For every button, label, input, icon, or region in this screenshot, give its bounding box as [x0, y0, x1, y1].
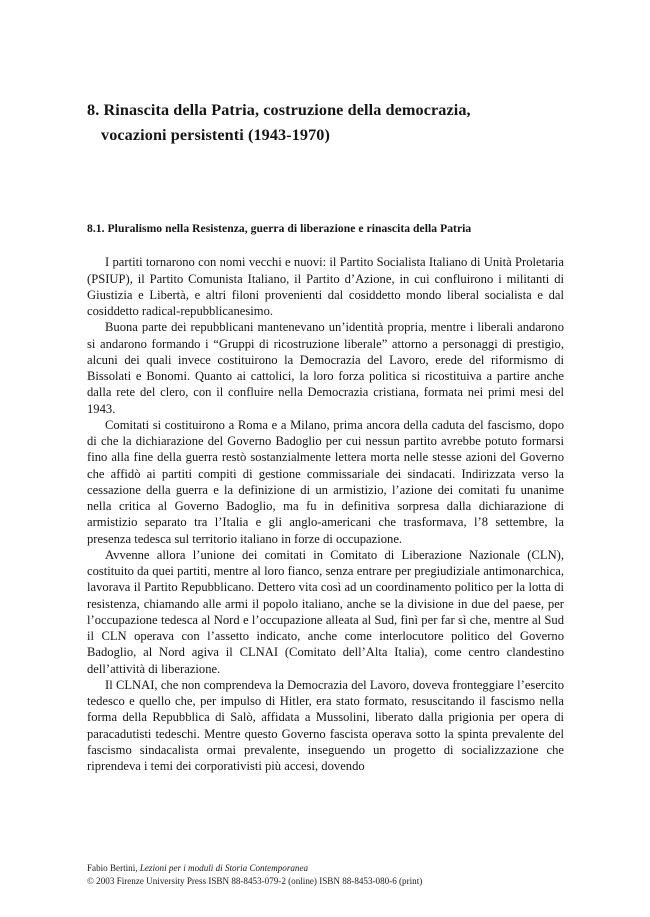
section-heading: 8.1. Pluralismo nella Resistenza, guerra di liberazione e rinascita della Patria: [87, 222, 472, 236]
paragraph: I partiti tornarono con nomi vecchi e nuovi: il Partito Socialista Italiano di Unità Proletaria (PSIUP), il Partito Comunista Italiano, il Partito d’Azione, in cui confluirono i militanti di Giustizia e Libertà, e altri filoni provenienti dal cosiddetto mondo liberal socialista e dal cosiddetto radical-repubblicanesimo.: [87, 255, 564, 319]
footer-attribution-line: [87, 862, 587, 875]
paragraph: Buona parte dei repubblicani mantenevano un’identità propria, mentre i liberali andarono si andarono formando i “Gruppi di ricostruzione liberale” attorno a personaggi di prestigio, alcuni dei quali invece costituirono la Democrazia del Lavoro, erede del riformismo di Bissolati e Bonomi. Quanto ai cattolici, la loro forza politica si ricostituiva a partire anche dalla rete del clero, con il confluire nella Democrazia cristiana, formata nei primi mesi del 1943.: [87, 320, 564, 416]
footer-copyright-line: © 2003 Firenze University Press ISBN 88-8453-079-2 (online) ISBN 88-8453-080-6 (print): [87, 876, 423, 887]
footer-work-title: Lezioni per i moduli di Storia Contemporanea: [139, 863, 309, 873]
paragraph: Avvenne allora l’unione dei comitati in Comitato di Liberazione Nazionale (CLN), costituito da quei partiti, mentre al loro fianco, senza entrare per pregiudiziale antimonarchica, lavorava il Partito Repubblicano. Dettero vita così ad un coordinamento politico per la lotta di resistenza, chiamando alle armi il popolo italiano, anche se la divisione in due del paese, per l’occupazione tedesca al Nord e l’occupazione alleata al Sud, finì per far sì che, mentre al Sud il CLN operava con l’assetto indicato, anche come interlocutore politico del Governo Badoglio, al Nord agiva il CLNAI (Comitato dell’Alta Italia), come centro clandestino dell’attività di liberazione.: [87, 547, 564, 676]
page-content: [87, 0, 564, 774]
chapter-title-line-1: 8. Rinascita della Patria, costruzione della democrazia,: [87, 101, 471, 119]
footer-author: Fabio Bertini,: [87, 863, 138, 873]
chapter-title-line-2: vocazioni persistenti (1943-1970): [101, 125, 330, 144]
paragraph: Comitati si costituirono a Roma e a Milano, prima ancora della caduta del fascismo, dopo di che la dichiarazione del Governo Badoglio per cui nessun partito avrebbe potuto formarsi fino alla fine della guerra restò sostanzialmente lettera morta nelle stesse azioni del Governo che affidò ai partiti compiti di gestione commissariale dei sindacati. Indirizzata verso la cessazione della guerra e la definizione di un armistizio, l’azione dei comitati fu unanime nella critica al Governo Badoglio, ma fu in definitiva sorpresa dalla dichiarazione di armistizio separato tra l’Italia e gli anglo-americani che trasformava, l’8 settembre, la presenza tedesca sul territorio italiano in forze di occupazione.: [87, 417, 564, 546]
page-footer: [87, 862, 587, 888]
body-text: [87, 237, 564, 774]
paragraph: Il CLNAI, che non comprendeva la Democrazia del Lavoro, doveva fronteggiare l’esercito tedesco e quello che, per impulso di Hitler, era stato formato, resuscitando il fascismo nella forma della Repubblica di Salò, affidata a Mussolini, liberato dalla prigionia per opera di paracadutisti tedeschi. Mentre questo Governo fascista operava sotto la spinta prevalente del fascismo sindacalista ormai prevalente, inseguendo un progetto di socializzazione che riprendeva i temi dei corporativisti più accesi, dovendo: [87, 677, 564, 774]
chapter-title: [87, 0, 564, 147]
